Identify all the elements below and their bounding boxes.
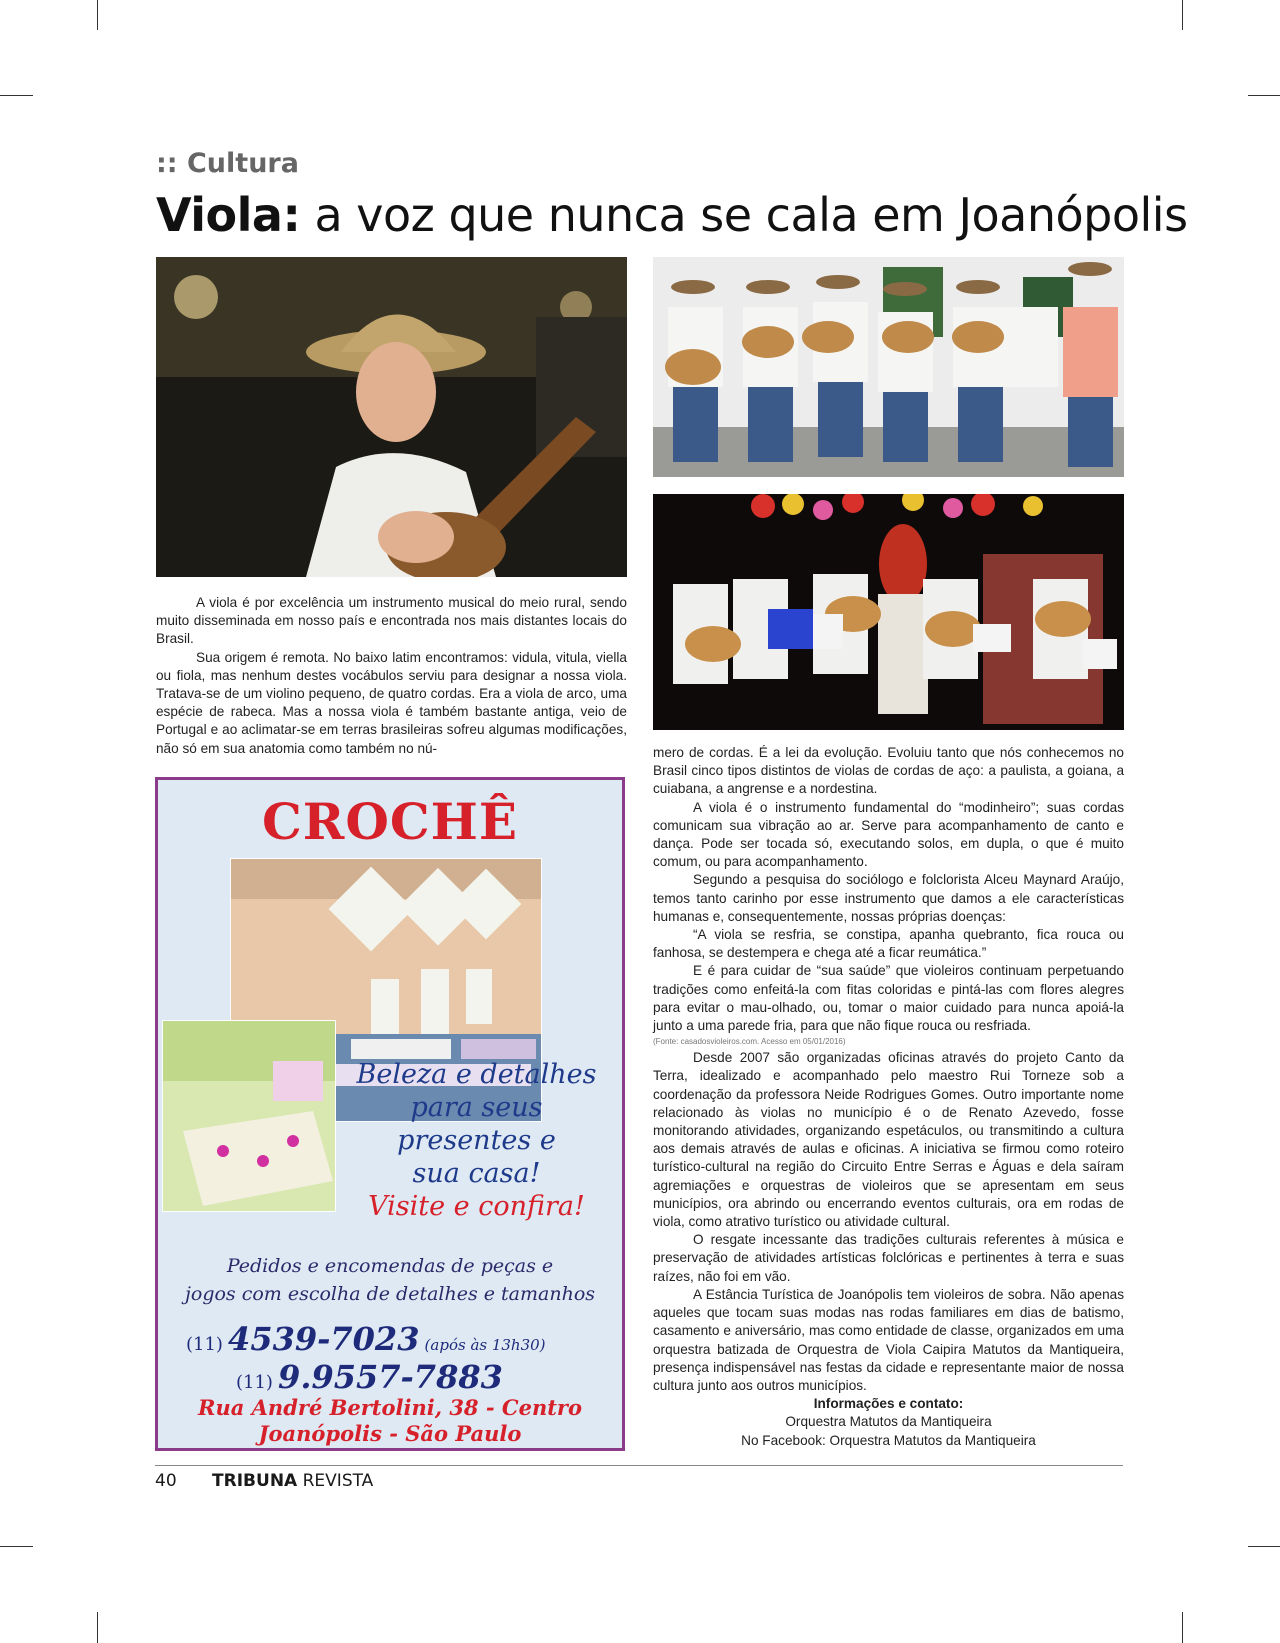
headline [156, 188, 1188, 242]
crop-mark [1248, 95, 1280, 96]
source-note: (Fonte: casadosvioleiros.com. Acesso em 05/01/2016) [653, 1037, 846, 1047]
ad-phone-ddd: (11) [186, 1334, 223, 1355]
group-photo [653, 257, 1124, 477]
crop-mark [1182, 0, 1183, 30]
stage-photo [653, 494, 1124, 730]
ad-phone-note: (após às 13h30) [424, 1336, 546, 1354]
crop-mark [1182, 1612, 1183, 1643]
ad-slogan-line: presentes e [397, 1125, 556, 1156]
ad-address [158, 1395, 622, 1447]
page-footer [155, 1471, 373, 1491]
paragraph: A Estância Turística de Joanópolis tem violeiros de sobra. Não apenas aqueles que tocam suas modas nas rodas familiares em dias de batismo, casamento e aniversário, mas como entidade de classe, organizados em uma orquestra batizada de Orquestra de Viola Caipira Matutos da Mantiqueira, presença indispensável nas festas da cidade e representante maior de nossa cultura junto aos outros municípios. [653, 1286, 1124, 1393]
publication-brand: TRIBUNA [212, 1471, 298, 1491]
headline-strong: Viola: [156, 188, 301, 242]
ad-phone-number: 4539-7023 [228, 1320, 420, 1358]
left-column-text [156, 594, 627, 758]
crop-mark [1248, 1546, 1280, 1547]
crop-mark [0, 1546, 33, 1547]
crop-mark [0, 95, 33, 96]
ad-phone-number: 9.9557-7883 [278, 1358, 503, 1396]
contact-line: No Facebook: Orquestra Matutos da Mantiqueira [741, 1432, 1036, 1448]
crop-mark [97, 0, 98, 30]
paragraph: Sua origem é remota. No baixo latim encontramos: vidula, vitula, viella ou fiola, mas nenhum destes vocábulos serviu para designar a nossa viola. Tratava-se de um violino pequeno, de quatro cordas. Era a viola de arco, uma espécie de rabeca. Mas a nossa viola é também bastante antiga, veio de Portugal e ao aclimatar-se em terras brasileiras sofreu algumas modificações, não só em sua anatomia como também no nú- [156, 649, 627, 756]
section-label: :: Cultura [156, 148, 299, 179]
ad-slogan-line: Beleza e detalhes [356, 1059, 597, 1090]
ad-slogan-line: para seus [410, 1092, 543, 1123]
ad-title: CROCHÊ [261, 792, 519, 851]
ad-phone-row [186, 1358, 606, 1396]
ad-orders-line: jogos com escolha de detalhes e tamanhos [184, 1283, 596, 1305]
ad-address-line: Joanópolis - São Paulo [258, 1421, 522, 1446]
contact-line: Orquestra Matutos da Mantiqueira [785, 1414, 992, 1430]
footer-rule [155, 1465, 1123, 1466]
ad-address-line: Rua André Bertolini, 38 - Centro [198, 1395, 582, 1420]
paragraph: mero de cordas. É a lei da evolução. Evoluiu tanto que nós conhecemos no Brasil cinco tipos distintos de violas de cordas de aço: a paulista, a goiana, a cuiabana, a angrense e a nordestina. [653, 745, 1124, 797]
paragraph: E é para cuidar de “sua saúde” que violeiros continuam perpetuando tradições como enfeitá-la com fitas coloridas e pintá-las com flores alegres para evitar o mau-olhado, ou, tomar o maior cuidado para nunca apoiá-la junto a uma parede fria, para que não fique rouca ou resfriada. [653, 963, 1124, 1034]
paragraph: Desde 2007 são organizadas oficinas através do projeto Canto da Terra, idealizado e acompanhado pelo maestro Rui Torneze sob a coordenação da professora Neide Rodrigues Gomes. Outro importante nome relacionado às violas no município é o de Renato Azevedo, fosse monitorando atividades, organizando espetáculos, ou transmitindo a cultura aos demais através de aulas e oficinas. A iniciativa se firmou como roteiro turístico-cultural na região do Circuito Entre Serras e Águas e dela saíram agremiações e orquestras de violeiros que se apresentam em seus municípios, ora abrindo ou encerrando eventos culturais, ora em rodas de viola, como atrativo turístico ou atividade cultural. [653, 1050, 1124, 1230]
publication-suffix: REVISTA [302, 1471, 374, 1491]
paragraph: A viola é o instrumento fundamental do “modinheiro”; suas cordas comunicam sua vibração ao ar. Serve para acompanhamento de canto e dança. Pode ser tocada só, executando solos, em dupla, o que é muito comum, ou para acompanhamento. [653, 799, 1124, 870]
right-column-text [653, 744, 1124, 1450]
ad-slogan [339, 1058, 614, 1223]
ad-cta: Visite e confira! [368, 1191, 585, 1222]
ad-orders-line: Pedidos e encomendas de peças e [226, 1255, 554, 1277]
headline-rest: a voz que nunca se cala em Joanópolis [300, 188, 1188, 242]
ad-phone-ddd: (11) [236, 1372, 273, 1393]
ad-orders [158, 1252, 622, 1308]
paragraph: A viola é por excelência um instrumento musical do meio rural, sendo muito disseminada em nosso país e encontrada nos mais distantes locais do Brasil. [156, 595, 627, 647]
crop-mark [97, 1612, 98, 1643]
paragraph: Segundo a pesquisa do sociólogo e folclorista Alceu Maynard Araújo, temos tanto carinho por esse instrumento que damos a ele características humanas e, consequentemente, nossas próprias doenças: [653, 872, 1124, 924]
contact-title: Informações e contato: [813, 1396, 964, 1412]
singer-photo [156, 257, 627, 577]
ad-phones [186, 1320, 606, 1396]
croche-mania-ad [155, 777, 625, 1451]
ad-tablecloth-photo [162, 1020, 336, 1212]
paragraph: O resgate incessante das tradições culturais referentes à música e preservação de atividades artísticas folclóricas e pertinentes à terra e suas raízes, não foi em vão. [653, 1232, 1124, 1284]
quote: “A viola se resfria, se constipa, apanha quebranto, fica rouca ou fanhosa, se destempera e chega até a ficar reumática.” [653, 927, 1124, 961]
ad-slogan-line: sua casa! [412, 1158, 541, 1189]
ad-phone-row [186, 1320, 606, 1358]
page-number: 40 [155, 1471, 177, 1491]
